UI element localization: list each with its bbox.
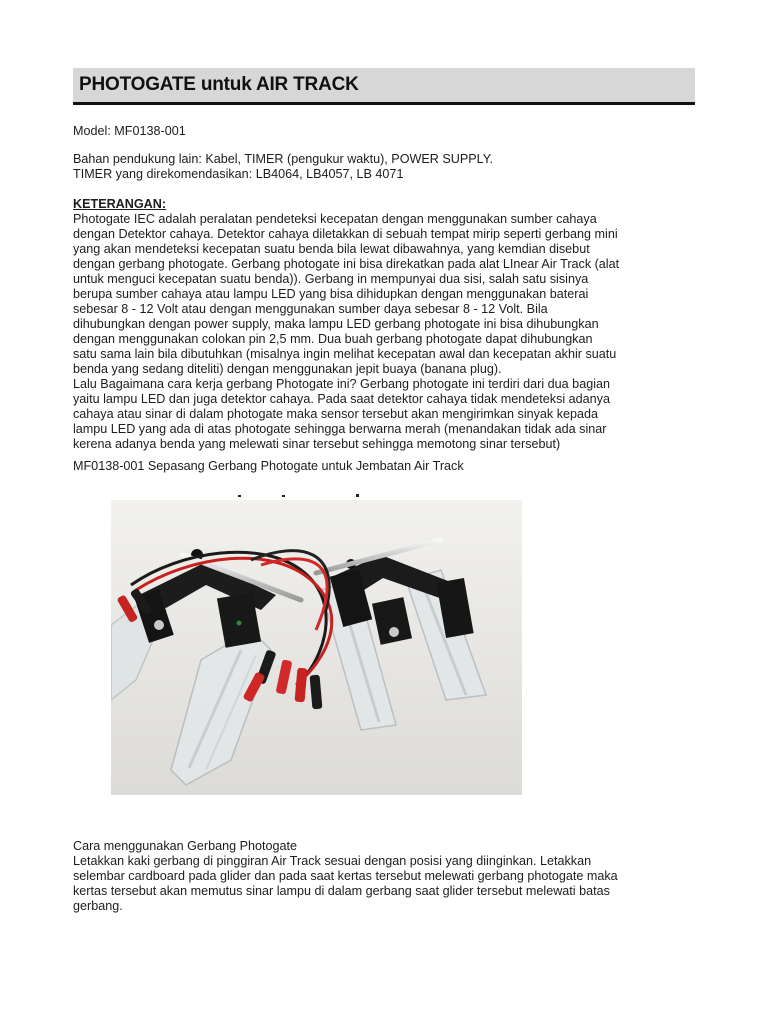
notes-paragraph-2: Lalu Bagaimana cara kerja gerbang Photogate ini? Gerbang photogate ini terdiri dari dua bagian yaitu lampu LED dan juga detektor cahaya. Pada saat detektor cahaya tidak mendeteksi adanya cahaya atau sinar di dalam photogate maka sensor tersebut akan mengirimkan sinyak kepada lampu LED yang ada di atas photogate sehingga berwarna merah (menandakan tidak ada sinar kerena adanya benda yang melewati sinar tersebut sehingga memotong sinar tersebut) (73, 377, 611, 451)
support-block (73, 152, 698, 182)
usage-section (73, 839, 698, 914)
support-line-2: TIMER yang direkomendasikan: LB4064, LB4057, LB 4071 (73, 167, 404, 181)
page-title: PHOTOGATE untuk AIR TRACK (79, 74, 359, 95)
model-text: Model: MF0138-001 (73, 124, 186, 138)
photo-caption: MF0138-001 Sepasang Gerbang Photogate untuk Jembatan Air Track (73, 459, 464, 473)
notes-section (73, 197, 698, 452)
photogate-illustration (111, 500, 522, 795)
photo-caption-block (73, 459, 698, 474)
product-photo (111, 500, 522, 795)
usage-heading: Cara menggunakan Gerbang Photogate (73, 839, 298, 853)
usage-text: Letakkan kaki gerbang di pinggiran Air Track sesuai dengan posisi yang diinginkan. Letakkan selembar cardboard pada glider dan pada saat kertas tersebut melewati gerbang photogate maka kertas tersebut akan memutus sinar lampu di dalam gerbang saat glider tersebut melewati batas gerbang. (73, 854, 618, 913)
notes-paragraph-1: Photogate IEC adalah peralatan pendeteksi kecepatan dengan menggunakan sumber cahaya dengan Detektor cahaya. Detektor cahaya diletakkan di sebuah tempat mirip seperti gerbang mini yang akan mendeteksi kecepatan suatu benda bila lewat dibawahnya, yang kemdian disebut dengan gerbang photogate. Gerbang photogate ini bisa direkatkan pada alat LInear Air Track (alat untuk menguci kecepatan suatu benda)). Gerbang in mempunyai dua sisi, salah satu sisinya berupa sumber cahaya atau lampu LED yang bisa dihidupkan dengan menggunakan baterai sebesar 8 - 12 Volt atau dengan menggunakan sumber daya sebesar 8 - 12 Volt. Bila dihubungkan dengan power supply, maka lampu LED gerbang photogate ini bisa dihubungkan dengan menggunakan colokan pin 2,5 mm. Dua buah gerbang photogate dapat dihubungkan satu sama lain bila dibutuhkan (misalnya ingin melihat kecepatan awal dan kecepatan akhir suatu benda yang sedang diteliti) dengan menggunakan jepit buaya (banana plug). (73, 212, 620, 376)
support-line-1: Bahan pendukung lain: Kabel, TIMER (pengukur waktu), POWER SUPPLY. (73, 152, 494, 166)
model-line (73, 124, 698, 139)
notes-heading: KETERANGAN: (73, 197, 167, 211)
title-bar (73, 68, 695, 105)
